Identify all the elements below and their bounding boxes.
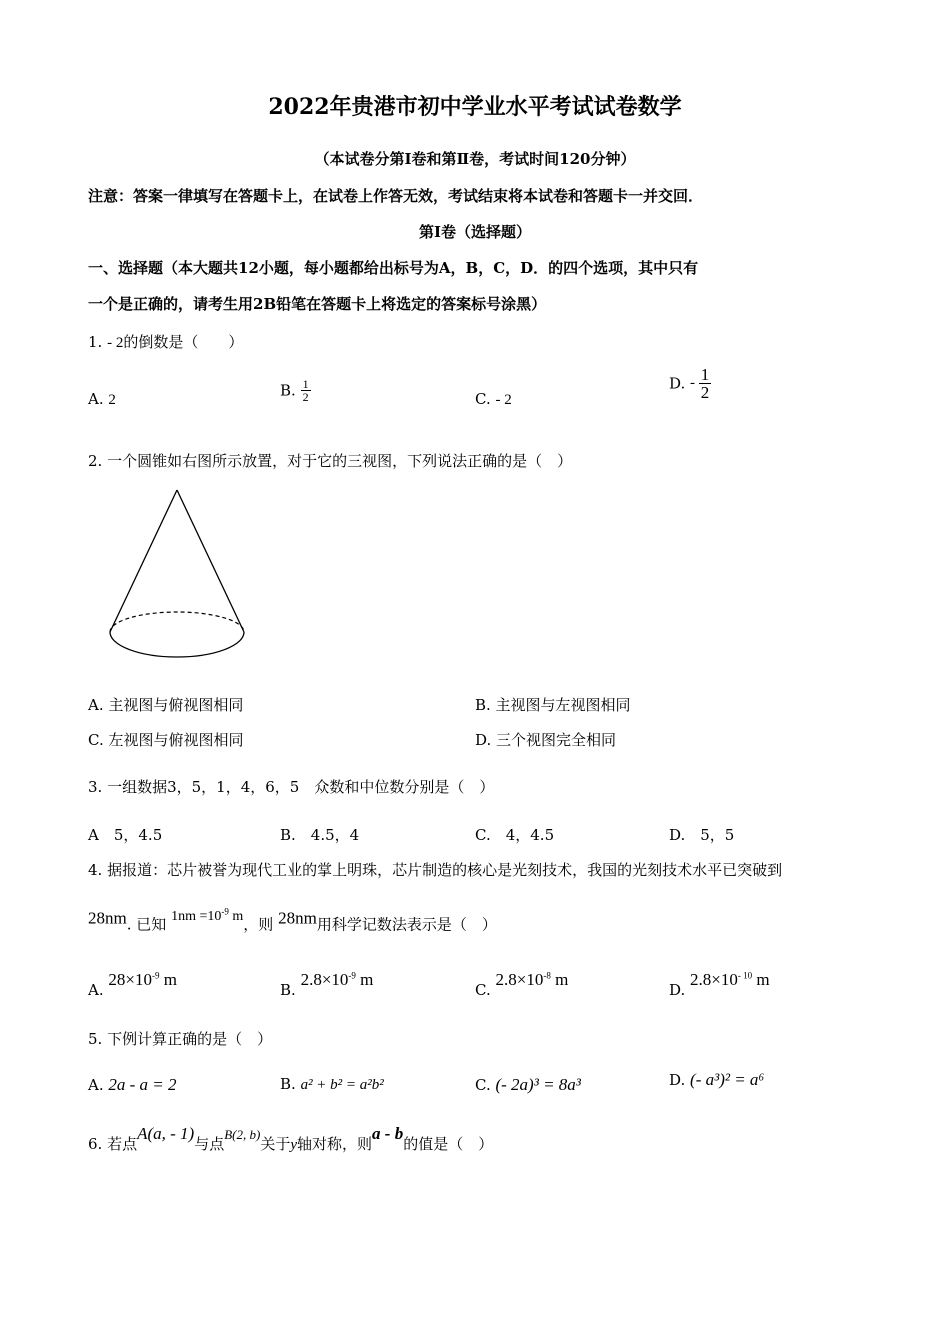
q1-option-b: B. $\frac{1}{2}$	[280, 377, 309, 404]
q4-option-a: A. $28\times 10^{-9}$ m	[88, 970, 177, 999]
q2-option-b: B. 主视图与左视图相同	[475, 696, 631, 714]
section-heading-line1: 一、选择题（本大题共12小题，每小题都给出标号为A，B，C，D．的四个选项，其中只有	[88, 259, 699, 277]
q2-option-c: C. 左视图与俯视图相同	[88, 731, 244, 749]
fraction: $\frac{1}{2}$	[700, 365, 710, 402]
question-1-stem: 1. - 2的倒数是（ ）	[88, 333, 244, 351]
cone-base-front	[110, 632, 244, 657]
page-title: 2022年贵港市初中学业水平考试试卷数学	[268, 94, 682, 120]
q4-option-c: C. $2.8\times 10^{-8}$ m	[475, 970, 569, 999]
q5-option-a: A. 2a - a = 2	[88, 1075, 177, 1094]
question-2-stem: 2. 一个圆锥如右图所示放置，对于它的三视图，下列说法正确的是（ ）	[88, 452, 573, 470]
question-4-line2: 28nm. 已知 $1nm =10^{-9}$ m，则 28nm用科学记数法表示是（ ）	[88, 906, 497, 934]
exam-subtitle: （本试卷分第Ⅰ卷和第Ⅱ卷，考试时间120分钟）	[314, 150, 636, 168]
cone-figure	[104, 484, 249, 664]
q4-option-d: D. $2.8\times 10^{- 10}$ m	[669, 970, 770, 999]
q5-option-c: C. (- 2a)³ = 8a³	[475, 1075, 581, 1094]
question-6-stem: 6. 若点A(a, - 1)与点B(2, b)关于y轴对称，则a - b的值是（ ）	[88, 1124, 494, 1153]
q1-option-c: C. - 2	[475, 390, 512, 408]
q3-option-c: C. 4，4.5	[475, 826, 555, 844]
expression: a - b	[372, 1124, 404, 1143]
q1-option-a: A. 2	[88, 390, 116, 408]
q4-relation: $1nm =10^{-9}$ m	[171, 906, 244, 924]
question-3-stem: 3. 一组数据3，5，1，4，6，5 众数和中位数分别是（ ）	[88, 778, 495, 796]
question-5-stem: 5. 下例计算正确的是（ ）	[88, 1030, 273, 1048]
q3-option-a: A 5，4.5	[88, 826, 163, 844]
q4-option-b: B. $2.8\times 10^{-9}$ m	[280, 970, 374, 999]
q5-option-b: B. a² + b² = a²b²	[280, 1075, 384, 1093]
q1-option-d: D. - $\frac{1}{2}$	[669, 365, 710, 402]
q1-number: - 2	[107, 335, 124, 351]
point-b: B(2, b)	[224, 1127, 261, 1142]
cone-base-hidden	[110, 612, 244, 632]
q2-option-a: A. 主视图与俯视图相同	[88, 696, 244, 714]
q4-value-28nm-2: 28nm	[278, 908, 317, 928]
q5-option-d: D. (- a³)² = a⁶	[669, 1070, 765, 1089]
section-heading-line2: 一个是正确的，请考生用2B铅笔在答题卡上将选定的答案标号涂黑）	[88, 295, 547, 313]
notice-text: 注意：答案一律填写在答题卡上，在试卷上作答无效，考试结束将本试卷和答题卡一并交回．	[88, 187, 704, 205]
fraction: $\frac{1}{2}$	[302, 377, 309, 404]
q3-option-d: D. 5，5	[669, 826, 735, 844]
q3-option-b: B. 4.5，4	[280, 826, 360, 844]
q2-option-d: D. 三个视图完全相同	[475, 731, 617, 749]
question-4-line1: 4. 据报道：芯片被誉为现代工业的掌上明珠，芯片制造的核心是光刻技术，我国的光刻技术水平已突破到	[88, 861, 783, 879]
part-heading: 第Ⅰ卷（选择题）	[418, 223, 532, 241]
point-a: A(a, - 1)	[137, 1124, 195, 1143]
cone-left-edge	[110, 490, 177, 632]
q4-value-28nm: 28nm	[88, 908, 127, 928]
cone-right-edge	[177, 490, 244, 632]
